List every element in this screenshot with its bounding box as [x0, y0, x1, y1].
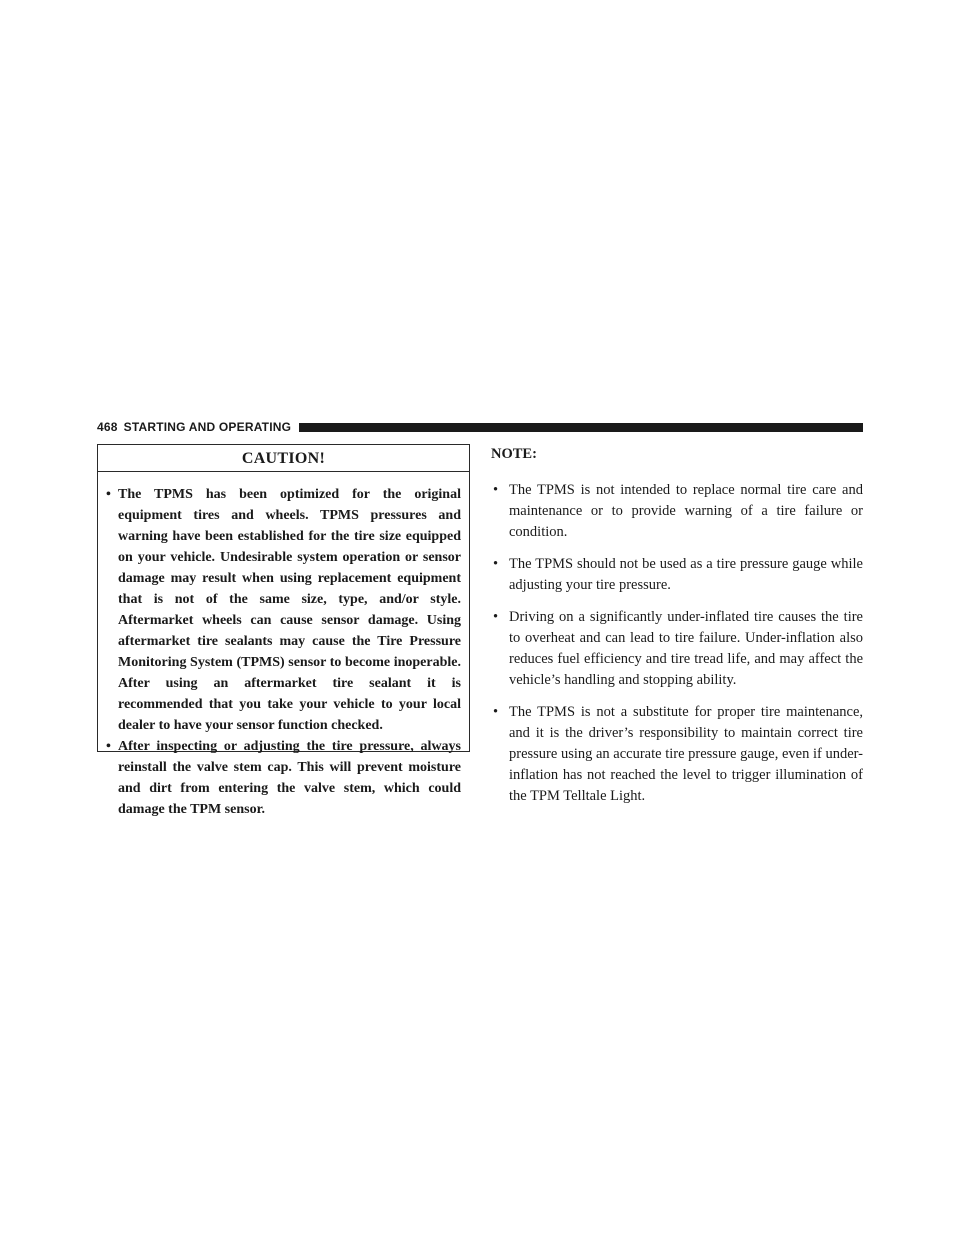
note-list	[491, 480, 863, 807]
caution-box	[97, 444, 470, 817]
note-label: NOTE:	[491, 446, 537, 462]
note-item: • The TPMS is not intended to replace normal tire care and maintenance or to provide warning of a tire failure or condition.	[491, 480, 863, 543]
note-item: • The TPMS is not a substitute for proper tire maintenance, and it is the driver’s responsibility to maintain correct tire pressure using an accurate tire pressure gauge, even if under-inflation has not reached the level to trigger illumination of the TPM Telltale Light.	[491, 702, 863, 807]
caution-item: • After inspecting or adjusting the tire pressure, always reinstall the valve stem cap. This will prevent moisture and dirt from entering the valve stem, which could damage the TPM sensor.	[106, 736, 461, 820]
note-section	[491, 444, 863, 818]
caution-title: CAUTION!	[98, 445, 469, 472]
page-number: 468	[97, 420, 118, 434]
header-rule	[299, 423, 863, 432]
note-item: • The TPMS should not be used as a tire pressure gauge while adjusting your tire pressure.	[491, 554, 863, 596]
caution-list	[98, 472, 469, 820]
note-item: • Driving on a significantly under-inflated tire causes the tire to overheat and can lead to tire failure. Under-inflation also reduces fuel efficiency and tire tread life, and may affect the vehicle’s handling and stopping ability.	[491, 607, 863, 691]
section-title: STARTING AND OPERATING	[123, 420, 292, 434]
page-header	[97, 419, 863, 435]
caution-item: • The TPMS has been optimized for the original equipment tires and wheels. TPMS pressures and warning have been established for the tire size equipped on your vehicle. Undesirable system operation or sensor damage may result when using replacement equipment that is not of the same size, type, and/or style. Aftermarket wheels can cause sensor damage. Using aftermarket tire sealants may cause the Tire Pressure Monitoring System (TPMS) sensor to become inoperable. After using an aftermarket tire sealant it is recommended that you take your vehicle to your local dealer to have your sensor function checked.	[106, 484, 461, 736]
